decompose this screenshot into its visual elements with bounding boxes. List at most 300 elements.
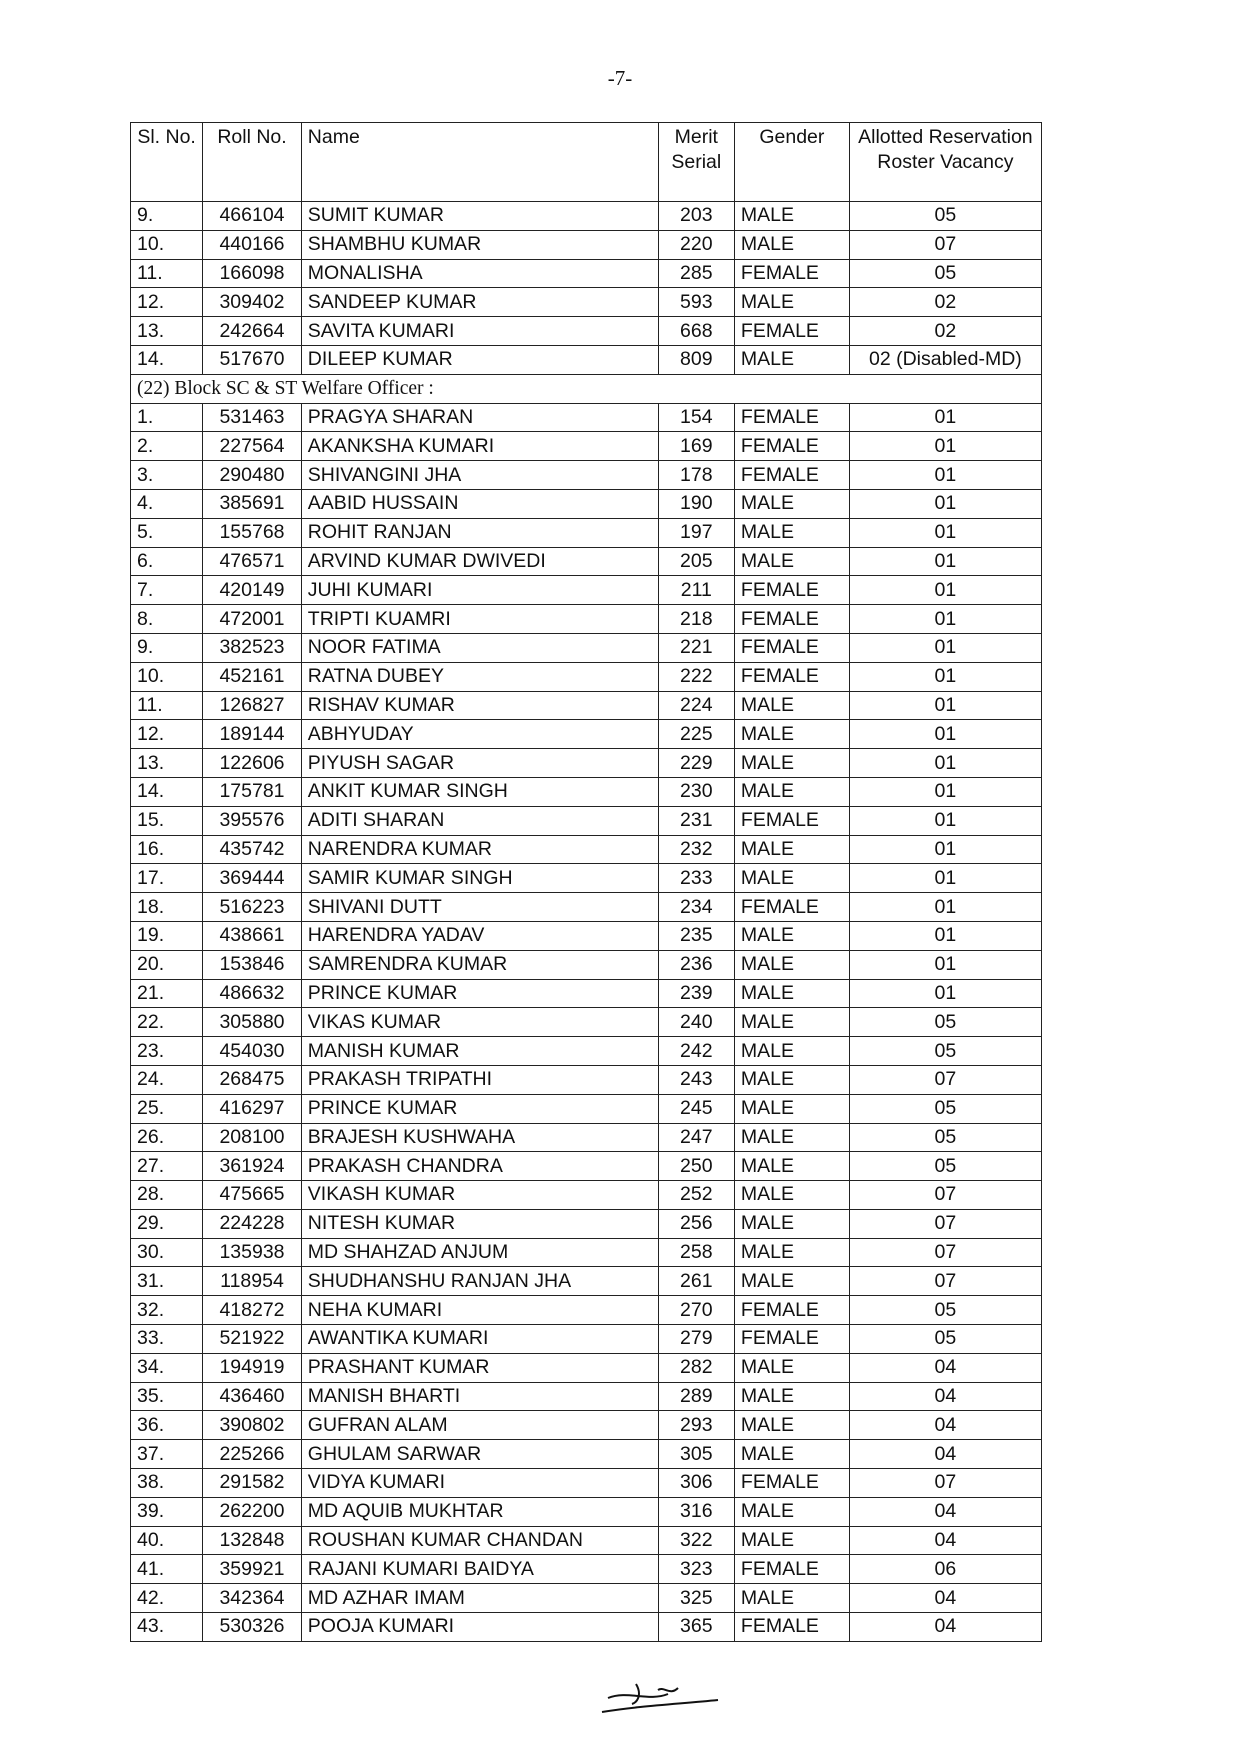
name-cell: ROHIT RANJAN [301, 518, 658, 547]
sl-no-cell: 6. [131, 547, 203, 576]
gender-cell: MALE [734, 979, 849, 1008]
vacancy-cell: 01 [849, 893, 1041, 922]
roll-no-cell: 290480 [203, 461, 302, 490]
table-row [131, 202, 1042, 231]
gender-cell: FEMALE [734, 893, 849, 922]
header-merit-serial: Merit Serial [658, 123, 734, 202]
roll-no-cell: 466104 [203, 202, 302, 231]
name-cell: PRASHANT KUMAR [301, 1353, 658, 1382]
gender-cell: FEMALE [734, 605, 849, 634]
vacancy-cell: 05 [849, 1123, 1041, 1152]
name-cell: GUFRAN ALAM [301, 1411, 658, 1440]
vacancy-cell: 01 [849, 720, 1041, 749]
table-row [131, 576, 1042, 605]
vacancy-cell: 02 [849, 288, 1041, 317]
gender-cell: MALE [734, 345, 849, 374]
roll-no-cell: 420149 [203, 576, 302, 605]
roll-no-cell: 416297 [203, 1094, 302, 1123]
vacancy-cell: 01 [849, 806, 1041, 835]
gender-cell: MALE [734, 230, 849, 259]
merit-serial-cell: 190 [658, 489, 734, 518]
merit-serial-cell: 178 [658, 461, 734, 490]
sl-no-cell: 34. [131, 1353, 203, 1382]
roll-no-cell: 521922 [203, 1325, 302, 1354]
gender-cell: MALE [734, 1152, 849, 1181]
name-cell: SHIVANI DUTT [301, 893, 658, 922]
name-cell: MD AZHAR IMAM [301, 1584, 658, 1613]
sl-no-cell: 12. [131, 288, 203, 317]
header-gender: Gender [734, 123, 849, 202]
roll-no-cell: 382523 [203, 633, 302, 662]
header-name: Name [301, 123, 658, 202]
roll-no-cell: 385691 [203, 489, 302, 518]
gender-cell: FEMALE [734, 806, 849, 835]
table-row [131, 1152, 1042, 1181]
name-cell: VIKASH KUMAR [301, 1181, 658, 1210]
gender-cell: MALE [734, 489, 849, 518]
table-row [131, 345, 1042, 374]
merit-serial-cell: 205 [658, 547, 734, 576]
vacancy-cell: 07 [849, 1065, 1041, 1094]
table-row [131, 1094, 1042, 1123]
table-row [131, 662, 1042, 691]
roll-no-cell: 153846 [203, 950, 302, 979]
name-cell: MANISH KUMAR [301, 1037, 658, 1066]
gender-cell: MALE [734, 1526, 849, 1555]
vacancy-cell: 04 [849, 1497, 1041, 1526]
sl-no-cell: 5. [131, 518, 203, 547]
name-cell: PIYUSH SAGAR [301, 749, 658, 778]
name-cell: NOOR FATIMA [301, 633, 658, 662]
gender-cell: MALE [734, 1037, 849, 1066]
sl-no-cell: 14. [131, 777, 203, 806]
vacancy-cell: 05 [849, 1008, 1041, 1037]
gender-cell: MALE [734, 1123, 849, 1152]
vacancy-cell: 01 [849, 403, 1041, 432]
gender-cell: FEMALE [734, 1325, 849, 1354]
vacancy-cell: 01 [849, 979, 1041, 1008]
table-row [131, 1037, 1042, 1066]
merit-serial-cell: 316 [658, 1497, 734, 1526]
vacancy-cell: 01 [849, 547, 1041, 576]
vacancy-cell: 01 [849, 518, 1041, 547]
vacancy-cell: 07 [849, 1267, 1041, 1296]
gender-cell: MALE [734, 1584, 849, 1613]
vacancy-cell: 05 [849, 1325, 1041, 1354]
roll-no-cell: 517670 [203, 345, 302, 374]
sl-no-cell: 13. [131, 749, 203, 778]
name-cell: AWANTIKA KUMARI [301, 1325, 658, 1354]
sl-no-cell: 36. [131, 1411, 203, 1440]
vacancy-cell: 01 [849, 461, 1041, 490]
name-cell: ADITI SHARAN [301, 806, 658, 835]
sl-no-cell: 35. [131, 1382, 203, 1411]
table-row [131, 461, 1042, 490]
sl-no-cell: 9. [131, 633, 203, 662]
merit-serial-cell: 305 [658, 1440, 734, 1469]
vacancy-cell: 05 [849, 202, 1041, 231]
gender-cell: MALE [734, 1238, 849, 1267]
vacancy-cell: 01 [849, 633, 1041, 662]
name-cell: NARENDRA KUMAR [301, 835, 658, 864]
sl-no-cell: 10. [131, 662, 203, 691]
gender-cell: MALE [734, 288, 849, 317]
table-row [131, 720, 1042, 749]
roll-no-cell: 135938 [203, 1238, 302, 1267]
gender-cell: MALE [734, 835, 849, 864]
roll-no-cell: 242664 [203, 317, 302, 346]
table-row [131, 806, 1042, 835]
previous-section-rows [131, 202, 1042, 375]
merit-serial-cell: 220 [658, 230, 734, 259]
sl-no-cell: 4. [131, 489, 203, 518]
gender-cell: FEMALE [734, 1555, 849, 1584]
roll-no-cell: 436460 [203, 1382, 302, 1411]
roll-no-cell: 175781 [203, 777, 302, 806]
sl-no-cell: 18. [131, 893, 203, 922]
merit-serial-cell: 230 [658, 777, 734, 806]
name-cell: PRINCE KUMAR [301, 979, 658, 1008]
vacancy-cell: 01 [849, 691, 1041, 720]
roll-no-cell: 454030 [203, 1037, 302, 1066]
roll-no-cell: 395576 [203, 806, 302, 835]
vacancy-cell: 02 (Disabled-MD) [849, 345, 1041, 374]
sl-no-cell: 41. [131, 1555, 203, 1584]
table-row [131, 979, 1042, 1008]
vacancy-cell: 01 [849, 605, 1041, 634]
roll-no-cell: 268475 [203, 1065, 302, 1094]
roll-no-cell: 418272 [203, 1296, 302, 1325]
merit-serial-cell: 197 [658, 518, 734, 547]
table-row [131, 1065, 1042, 1094]
sl-no-cell: 3. [131, 461, 203, 490]
roll-no-cell: 472001 [203, 605, 302, 634]
table-row [131, 1555, 1042, 1584]
name-cell: PRAKASH TRIPATHI [301, 1065, 658, 1094]
merit-serial-cell: 154 [658, 403, 734, 432]
roll-no-cell: 118954 [203, 1267, 302, 1296]
gender-cell: MALE [734, 518, 849, 547]
section-heading [131, 374, 1042, 403]
name-cell: ABHYUDAY [301, 720, 658, 749]
vacancy-cell: 01 [849, 432, 1041, 461]
table-row [131, 1238, 1042, 1267]
gender-cell: MALE [734, 202, 849, 231]
table-row [131, 1209, 1042, 1238]
roll-no-cell: 486632 [203, 979, 302, 1008]
name-cell: SHUDHANSHU RANJAN JHA [301, 1267, 658, 1296]
header-vacancy: Allotted Reservation Roster Vacancy [849, 123, 1041, 202]
sl-no-cell: 29. [131, 1209, 203, 1238]
roll-no-cell: 475665 [203, 1181, 302, 1210]
merit-serial-cell: 306 [658, 1469, 734, 1498]
name-cell: RATNA DUBEY [301, 662, 658, 691]
merit-serial-cell: 235 [658, 921, 734, 950]
vacancy-cell: 01 [849, 864, 1041, 893]
merit-serial-cell: 293 [658, 1411, 734, 1440]
vacancy-cell: 05 [849, 259, 1041, 288]
table-row [131, 950, 1042, 979]
vacancy-cell: 04 [849, 1613, 1041, 1642]
merit-serial-cell: 365 [658, 1613, 734, 1642]
table-row [131, 288, 1042, 317]
sl-no-cell: 15. [131, 806, 203, 835]
table-row [131, 1411, 1042, 1440]
sl-no-cell: 16. [131, 835, 203, 864]
gender-cell: MALE [734, 1181, 849, 1210]
section-heading-row [131, 374, 1042, 403]
name-cell: GHULAM SARWAR [301, 1440, 658, 1469]
merit-serial-cell: 270 [658, 1296, 734, 1325]
sl-no-cell: 19. [131, 921, 203, 950]
table-row [131, 633, 1042, 662]
sl-no-cell: 31. [131, 1267, 203, 1296]
table-row [131, 864, 1042, 893]
vacancy-cell: 07 [849, 1238, 1041, 1267]
table-row [131, 1469, 1042, 1498]
vacancy-cell: 01 [849, 921, 1041, 950]
name-cell: SAMRENDRA KUMAR [301, 950, 658, 979]
roll-no-cell: 262200 [203, 1497, 302, 1526]
gender-cell: FEMALE [734, 317, 849, 346]
vacancy-cell: 07 [849, 1209, 1041, 1238]
name-cell: TRIPTI KUAMRI [301, 605, 658, 634]
sl-no-cell: 40. [131, 1526, 203, 1555]
merit-serial-cell: 593 [658, 288, 734, 317]
merit-serial-cell: 218 [658, 605, 734, 634]
name-cell: SAMIR KUMAR SINGH [301, 864, 658, 893]
gender-cell: FEMALE [734, 1296, 849, 1325]
gender-cell: MALE [734, 950, 849, 979]
gender-cell: MALE [734, 749, 849, 778]
sl-no-cell: 23. [131, 1037, 203, 1066]
name-cell: PRAKASH CHANDRA [301, 1152, 658, 1181]
gender-cell: FEMALE [734, 259, 849, 288]
sl-no-cell: 8. [131, 605, 203, 634]
roster-table [130, 122, 1042, 1642]
roll-no-cell: 438661 [203, 921, 302, 950]
sl-no-cell: 11. [131, 691, 203, 720]
roll-no-cell: 390802 [203, 1411, 302, 1440]
sl-no-cell: 28. [131, 1181, 203, 1210]
roll-no-cell: 516223 [203, 893, 302, 922]
roll-no-cell: 452161 [203, 662, 302, 691]
table-row [131, 1382, 1042, 1411]
merit-serial-cell: 252 [658, 1181, 734, 1210]
vacancy-cell: 01 [849, 749, 1041, 778]
vacancy-cell: 04 [849, 1440, 1041, 1469]
vacancy-cell: 07 [849, 230, 1041, 259]
roll-no-cell: 342364 [203, 1584, 302, 1613]
vacancy-cell: 05 [849, 1037, 1041, 1066]
gender-cell: FEMALE [734, 432, 849, 461]
sl-no-cell: 7. [131, 576, 203, 605]
vacancy-cell: 01 [849, 835, 1041, 864]
merit-serial-cell: 233 [658, 864, 734, 893]
table-row [131, 403, 1042, 432]
table-row [131, 1008, 1042, 1037]
table-row [131, 1584, 1042, 1613]
merit-serial-cell: 289 [658, 1382, 734, 1411]
name-cell: SUMIT KUMAR [301, 202, 658, 231]
sl-no-cell: 21. [131, 979, 203, 1008]
gender-cell: MALE [734, 720, 849, 749]
merit-serial-cell: 261 [658, 1267, 734, 1296]
merit-serial-cell: 224 [658, 691, 734, 720]
roll-no-cell: 224228 [203, 1209, 302, 1238]
sl-no-cell: 38. [131, 1469, 203, 1498]
gender-cell: MALE [734, 1008, 849, 1037]
name-cell: RISHAV KUMAR [301, 691, 658, 720]
gender-cell: MALE [734, 777, 849, 806]
roll-no-cell: 435742 [203, 835, 302, 864]
table-row [131, 1267, 1042, 1296]
sl-no-cell: 1. [131, 403, 203, 432]
merit-serial-cell: 203 [658, 202, 734, 231]
roll-no-cell: 194919 [203, 1353, 302, 1382]
name-cell: SHAMBHU KUMAR [301, 230, 658, 259]
gender-cell: FEMALE [734, 1469, 849, 1498]
header-roll-no: Roll No. [203, 123, 302, 202]
sl-no-cell: 39. [131, 1497, 203, 1526]
gender-cell: MALE [734, 921, 849, 950]
merit-serial-cell: 169 [658, 432, 734, 461]
roll-no-cell: 189144 [203, 720, 302, 749]
vacancy-cell: 05 [849, 1094, 1041, 1123]
sl-no-cell: 22. [131, 1008, 203, 1037]
roll-no-cell: 208100 [203, 1123, 302, 1152]
merit-serial-cell: 323 [658, 1555, 734, 1584]
merit-serial-cell: 256 [658, 1209, 734, 1238]
merit-serial-cell: 236 [658, 950, 734, 979]
name-cell: SAVITA KUMARI [301, 317, 658, 346]
name-cell: HARENDRA YADAV [301, 921, 658, 950]
merit-serial-cell: 325 [658, 1584, 734, 1613]
merit-serial-cell: 240 [658, 1008, 734, 1037]
roll-no-cell: 291582 [203, 1469, 302, 1498]
name-cell: BRAJESH KUSHWAHA [301, 1123, 658, 1152]
sl-no-cell: 27. [131, 1152, 203, 1181]
name-cell: NEHA KUMARI [301, 1296, 658, 1325]
sl-no-cell: 42. [131, 1584, 203, 1613]
gender-cell: FEMALE [734, 662, 849, 691]
table-row [131, 1353, 1042, 1382]
name-cell: DILEEP KUMAR [301, 345, 658, 374]
table-row [131, 547, 1042, 576]
merit-serial-cell: 668 [658, 317, 734, 346]
name-cell: NITESH KUMAR [301, 1209, 658, 1238]
gender-cell: MALE [734, 1497, 849, 1526]
sl-no-cell: 37. [131, 1440, 203, 1469]
sl-no-cell: 20. [131, 950, 203, 979]
gender-cell: MALE [734, 1267, 849, 1296]
vacancy-cell: 07 [849, 1181, 1041, 1210]
name-cell: VIDYA KUMARI [301, 1469, 658, 1498]
vacancy-cell: 04 [849, 1353, 1041, 1382]
roll-no-cell: 126827 [203, 691, 302, 720]
name-cell: JUHI KUMARI [301, 576, 658, 605]
name-cell: PRAGYA SHARAN [301, 403, 658, 432]
table-row [131, 749, 1042, 778]
gender-cell: MALE [734, 1382, 849, 1411]
roll-no-cell: 166098 [203, 259, 302, 288]
table-row [131, 1613, 1042, 1642]
name-cell: RAJANI KUMARI BAIDYA [301, 1555, 658, 1584]
name-cell: AKANKSHA KUMARI [301, 432, 658, 461]
merit-serial-cell: 222 [658, 662, 734, 691]
table-row [131, 317, 1042, 346]
gender-cell: MALE [734, 1094, 849, 1123]
vacancy-cell: 05 [849, 1296, 1041, 1325]
roll-no-cell: 359921 [203, 1555, 302, 1584]
name-cell: MANISH BHARTI [301, 1382, 658, 1411]
table-row [131, 835, 1042, 864]
gender-cell: MALE [734, 1353, 849, 1382]
merit-serial-cell: 234 [658, 893, 734, 922]
gender-cell: FEMALE [734, 633, 849, 662]
sl-no-cell: 13. [131, 317, 203, 346]
table-row [131, 1526, 1042, 1555]
table-row [131, 777, 1042, 806]
name-cell: ROUSHAN KUMAR CHANDAN [301, 1526, 658, 1555]
table-row [131, 1123, 1042, 1152]
name-cell: VIKAS KUMAR [301, 1008, 658, 1037]
name-cell: POOJA KUMARI [301, 1613, 658, 1642]
roll-no-cell: 476571 [203, 547, 302, 576]
vacancy-cell: 04 [849, 1584, 1041, 1613]
sl-no-cell: 14. [131, 345, 203, 374]
sl-no-cell: 24. [131, 1065, 203, 1094]
gender-cell: MALE [734, 1411, 849, 1440]
table-row [131, 432, 1042, 461]
roll-no-cell: 530326 [203, 1613, 302, 1642]
name-cell: MD SHAHZAD ANJUM [301, 1238, 658, 1267]
sl-no-cell: 43. [131, 1613, 203, 1642]
name-cell: MD AQUIB MUKHTAR [301, 1497, 658, 1526]
merit-serial-cell: 242 [658, 1037, 734, 1066]
vacancy-cell: 01 [849, 777, 1041, 806]
vacancy-cell: 07 [849, 1469, 1041, 1498]
gender-cell: FEMALE [734, 576, 849, 605]
vacancy-cell: 01 [849, 489, 1041, 518]
roll-no-cell: 440166 [203, 230, 302, 259]
table-row [131, 1440, 1042, 1469]
sl-no-cell: 11. [131, 259, 203, 288]
gender-cell: MALE [734, 1209, 849, 1238]
sl-no-cell: 26. [131, 1123, 203, 1152]
table-row [131, 489, 1042, 518]
merit-serial-cell: 279 [658, 1325, 734, 1354]
merit-serial-cell: 231 [658, 806, 734, 835]
merit-serial-cell: 243 [658, 1065, 734, 1094]
section-title: (22) Block SC & ST Welfare Officer : [131, 374, 1042, 403]
sl-no-cell: 10. [131, 230, 203, 259]
section-rows [131, 403, 1042, 1641]
table-row [131, 230, 1042, 259]
roll-no-cell: 369444 [203, 864, 302, 893]
roll-no-cell: 122606 [203, 749, 302, 778]
vacancy-cell: 04 [849, 1382, 1041, 1411]
roll-no-cell: 155768 [203, 518, 302, 547]
merit-serial-cell: 245 [658, 1094, 734, 1123]
sl-no-cell: 30. [131, 1238, 203, 1267]
merit-serial-cell: 809 [658, 345, 734, 374]
name-cell: AABID HUSSAIN [301, 489, 658, 518]
roll-no-cell: 225266 [203, 1440, 302, 1469]
sl-no-cell: 25. [131, 1094, 203, 1123]
name-cell: SANDEEP KUMAR [301, 288, 658, 317]
roll-no-cell: 309402 [203, 288, 302, 317]
